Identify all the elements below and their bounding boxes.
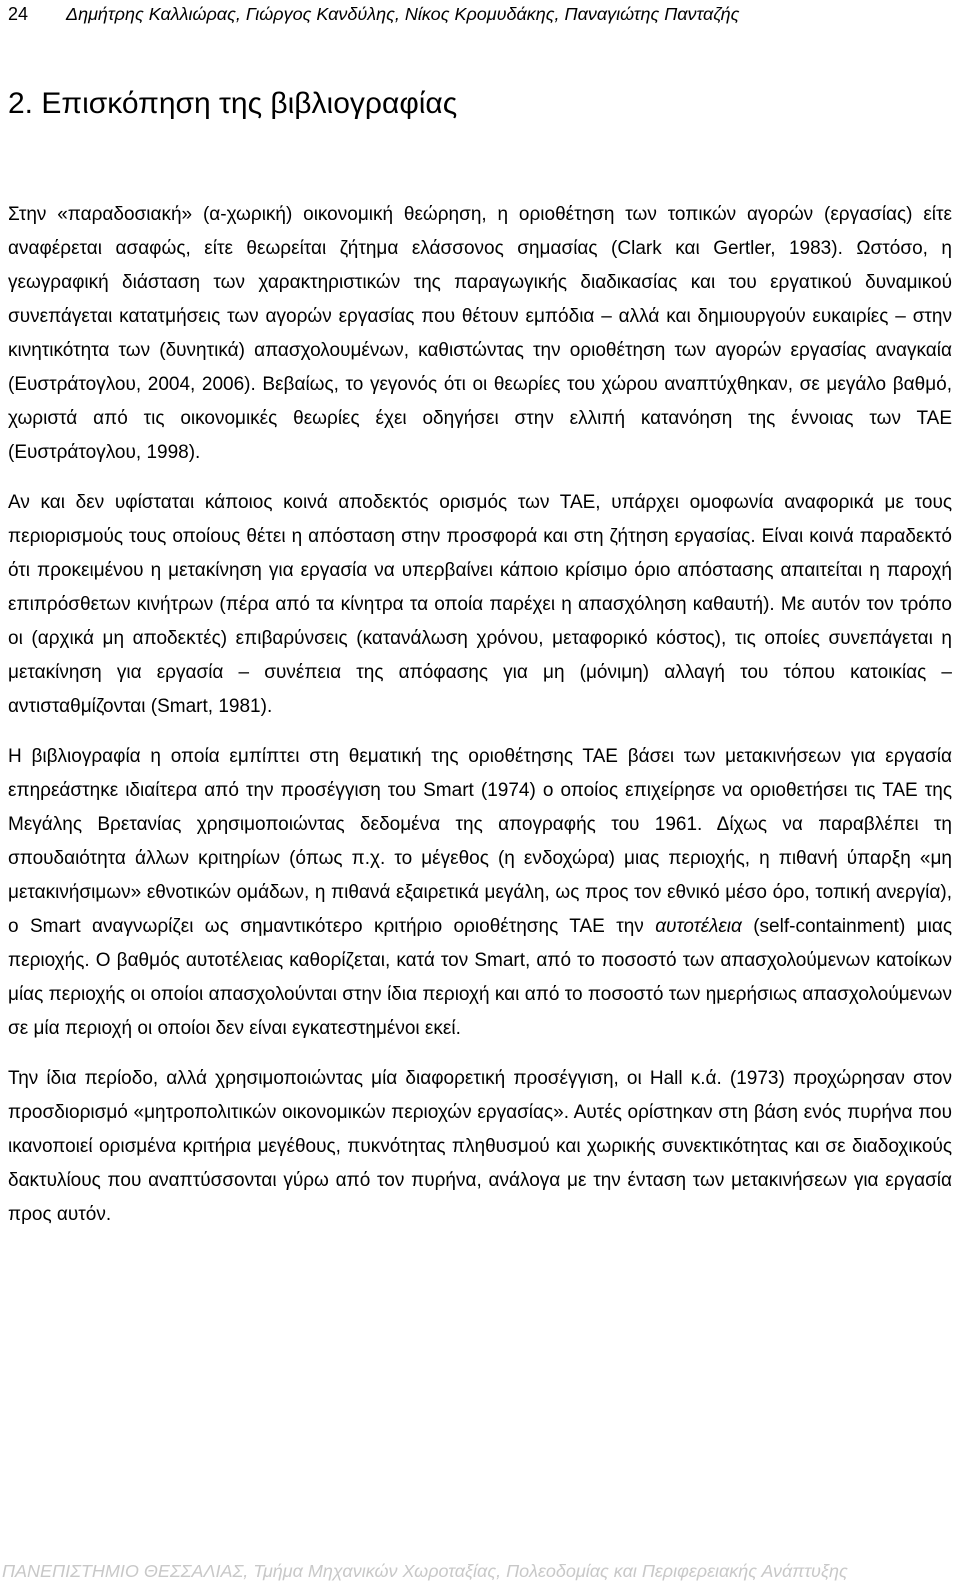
paragraph-3-part-2: (self-containment) μιας περιοχής. Ο βαθμός αυτοτέλειας καθορίζεται, κατά τον Smart, από το ποσοστό των απασχολούμενων κατοίκων μίας περιοχής οι οποίοι απασχολούνται στην ίδια περιοχή και από το ποσοστό των ημερήσιως απασχολούμενων σε μία περιοχή οι οποίοι δεν είναι εγκατεστημένοι εκεί. — [8, 916, 952, 1039]
running-header — [8, 2, 739, 26]
section-title: 2. Επισκόπηση της βιβλιογραφίας — [8, 87, 458, 120]
paragraph-3-part-1: Η βιβλιογραφία η οποία εμπίπτει στη θεματική της οριοθέτησης ΤΑΕ βάσει των μετακινήσεων για εργασία επηρεάστηκε ιδιαίτερα από την προσέγγιση του Smart (1974) ο οποίος επιχείρησε να οριοθετήσει τις ΤΑΕ της Μεγάλης Βρετανίας χρησιμοποιώντας δεδομένα της απογραφής του 1961. Δίχως να παραβλέπει τη σπουδαιότητα άλλων κριτηρίων (όπως π.χ. το μέγεθος (η ενδοχώρα) μιας περιοχής, η πιθανή ύπαρξη «μη μετακινήσιμων» εθνοτικών ομάδων, η πιθανά εξαιρετικά μεγάλη, ως προς τον εθνικό μέσο όρο, τοπική ανεργία), ο Smart αναγνωρίζει ως σημαντικότερο κριτήριο οριοθέτησης ΤΑΕ την — [8, 746, 952, 937]
italic-term-self-containment: αυτοτέλεια — [655, 916, 742, 937]
paragraph-2: Αν και δεν υφίσταται κάποιος κοινά αποδεκτός ορισμός των ΤΑΕ, υπάρχει ομοφωνία αναφορικά με τους περιορισμούς τους οποίους θέτει η απόσταση στην προσφορά και στη ζήτηση εργασίας. Είναι κοινά παραδεκτό ότι προκειμένου η μετακίνηση για εργασία να υπερβαίνει κάποιο κρίσιμο όριο απόστασης απαιτείται η παροχή επιπρόσθετων κινήτρων (πέρα από τα κίνητρα τα οποία παρέχει η απασχόληση καθαυτή). Με αυτόν τον τρόπο οι (αρχικά μη αποδεκτές) επιβαρύνσεις (κατανάλωση χρόνου, μεταφορικό κόστος), τις οποίες συνεπάγεται η μετακίνηση για εργασία – συνέπεια της απόφασης για μη (μόνιμη) αλλαγή του τόπου κατοικίας – αντισταθμίζονται (Smart, 1981). — [8, 492, 952, 717]
body-text — [8, 198, 952, 1232]
page-number: 24 — [8, 4, 29, 24]
paragraph-4: Την ίδια περίοδο, αλλά χρησιμοποιώντας μία διαφορετική προσέγγιση, οι Hall κ.ά. (1973) προχώρησαν στον προσδιορισμό «μητροπολιτικών οικονομικών περιοχών εργασίας». Αυτές ορίστηκαν στη βάση ενός πυρήνα που ικανοποιεί ορισμένα κριτήρια μεγέθους, πυκνότητας πληθυσμού και χωρικής συνεκτικότητας και σε διαδοχικούς δακτυλίους που αναπτύσσονται γύρω από τον πυρήνα, ανάλογα με την ένταση των μετακινήσεων για εργασία προς αυτόν. — [8, 1068, 952, 1225]
header-authors: Δημήτρης Καλλιώρας, Γιώργος Κανδύλης, Νίκος Κρομυδάκης, Παναγιώτης Πανταζής — [66, 4, 740, 24]
paragraph-3 — [8, 740, 952, 1046]
paragraph-1: Στην «παραδοσιακή» (α-χωρική) οικονομική θεώρηση, η οριοθέτηση των τοπικών αγορών (εργασίας) είτε αναφέρεται ασαφώς, είτε θεωρείται ζήτημα ελάσσονος σημασίας (Clark και Gertler, 1983). Ωστόσο, η γεωγραφική διάσταση των χαρακτηριστικών της παραγωγικής διαδικασίας και του εργατικού δυναμικού συνεπάγεται κατατμήσεις των αγορών εργασίας που θέτουν εμπόδια – αλλά και δημιουργούν ευκαιρίες – στην κινητικότητα των (δυνητικά) απασχολουμένων, καθιστώντας την οριοθέτηση των αγορών εργασίας αναγκαία (Ευστράτογλου, 2004, 2006). Βεβαίως, το γεγονός ότι οι θεωρίες του χώρου αναπτύχθηκαν, σε μεγάλο βαθμό, χωριστά από τις οικονομικές θεωρίες έχει οδηγήσει στην ελλιπή κατανόηση της έννοιας των ΤΑΕ (Ευστράτογλου, 1998). — [8, 204, 952, 463]
running-footer-watermark: ΠΑΝΕΠΙΣΤΗΜΙΟ ΘΕΣΣΑΛΙΑΣ, Τμήμα Μηχανικών Χωροταξίας, Πολεοδομίας και Περιφερειακής Ανάπτυξης — [2, 1561, 848, 1581]
